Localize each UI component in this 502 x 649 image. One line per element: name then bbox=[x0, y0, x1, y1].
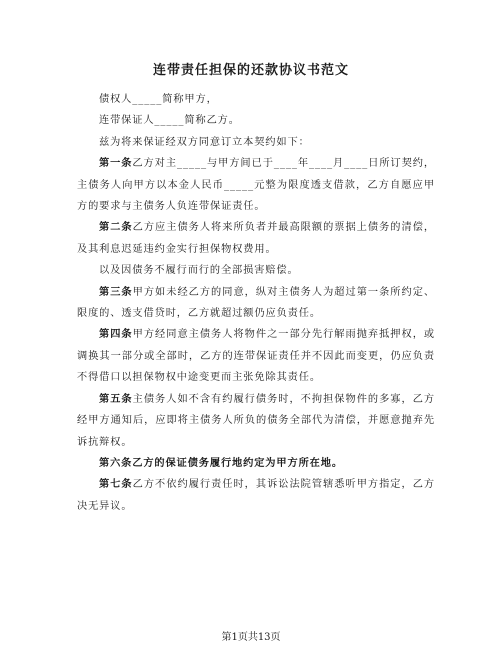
article-2 bbox=[77, 217, 435, 260]
article-heading: 第三条 bbox=[99, 285, 133, 298]
article-heading: 第七条 bbox=[99, 478, 133, 491]
article-text: 乙方不依约履行责任时，其诉讼法院管辖悉听甲方指定，乙方决无异议。 bbox=[77, 479, 435, 512]
article-1 bbox=[77, 153, 435, 217]
paragraph-text: 债权人_____简称甲方， bbox=[99, 94, 218, 105]
article-7 bbox=[77, 474, 435, 517]
paragraph-preamble bbox=[77, 132, 435, 153]
article-3 bbox=[77, 282, 435, 325]
article-text: 主债务人如不含有约履行债务时，不拘担保物件的多寡，乙方经甲方通知后，应即将主债务人所负的债务全部代为清偿，并愿意抛弃先诉抗辩权。 bbox=[77, 393, 435, 448]
document-body bbox=[77, 89, 435, 517]
article-text: 乙方应主债务人将来所负者并最高限额的票据上债务的清偿，及其利息迟延违约金实行担保物权费用。 bbox=[77, 222, 435, 255]
article-4 bbox=[77, 324, 435, 388]
document-title: 连带责任担保的还款协议书范文 bbox=[152, 63, 349, 78]
paragraph-guarantor bbox=[77, 110, 435, 131]
article-6 bbox=[77, 453, 435, 474]
article-text: 乙方对主_____与甲方间已于____年____月____日所订契约，主债务人向甲方以本金人民币_____元整为限度透支借款，乙方自愿应甲方的要求与主债务人负连带保证责任。 bbox=[77, 158, 435, 213]
article-heading: 第一条 bbox=[99, 157, 133, 170]
paragraph-text: 连带保证人_____简称乙方。 bbox=[99, 115, 240, 127]
article-heading: 第四条 bbox=[99, 328, 133, 341]
article-heading: 第五条 bbox=[99, 392, 133, 405]
article-2-continued bbox=[77, 260, 435, 281]
article-heading: 第六条乙方的保证债务履行地约定为甲方所在地。 bbox=[99, 456, 343, 469]
article-5 bbox=[77, 389, 435, 453]
article-heading: 第二条 bbox=[99, 221, 133, 234]
paragraph-text: 以及因债务不履行而行的全部损害赔偿。 bbox=[99, 265, 299, 277]
paragraph-text: 兹为将来保证经双方同意订立本契约如下： bbox=[99, 136, 310, 148]
article-text: 甲方如未经乙方的同意，纵对主债务人为超过第一条所约定、限度的、透支借贷时，乙方就超过额仍应负责任。 bbox=[77, 286, 435, 320]
article-text: 甲方经同意主债务人将物件之一部分先行解雨抛弃抵押权，或调换其一部分或全部时，乙方的连带保证责任并不因此而变更，仍应负责不得借口以担保物权中途变更而主张免除其责任。 bbox=[77, 329, 435, 384]
page-footer: 第1页共13页 bbox=[221, 632, 281, 643]
paragraph-creditor bbox=[77, 89, 435, 110]
